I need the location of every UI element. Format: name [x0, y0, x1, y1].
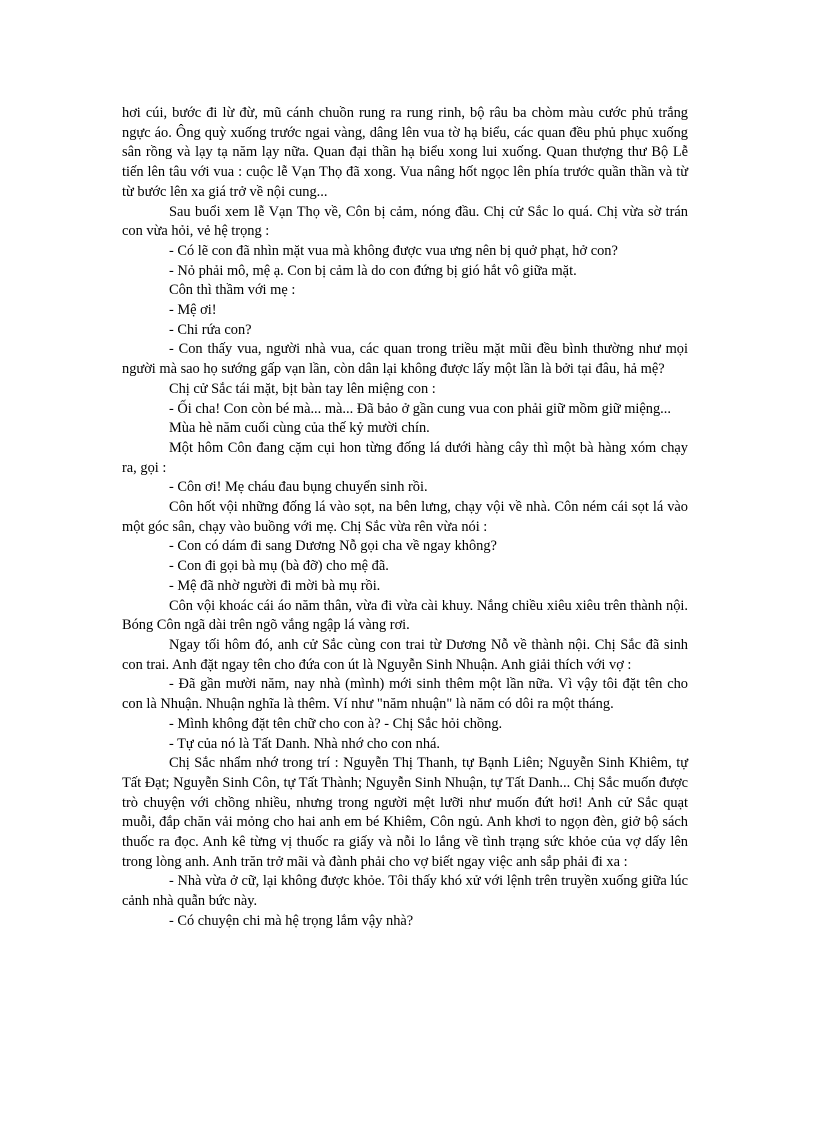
- paragraph-7: - Chi rứa con?: [169, 321, 252, 338]
- paragraph-8: - Con thấy vua, người nhà vua, các quan trong triều mặt mũi đều bình thường như mọi người mà sao họ sướng gấp vạn lần, còn dân lại không được lấy một lần là bởi tại đâu, hả mệ?: [122, 341, 688, 378]
- paragraph-1: hơi cúi, bước đi lừ đừ, mũ cánh chuồn rung ra rung rinh, bộ râu ba chòm màu cước phủ trắng ngực áo. Ông quỳ xuống trước ngai vàng, dâng lên vua tờ hạ biểu, các quan đều phủ phục xuống sân rồng và lạy tạ năm lạy nữa. Quan đại thần hạ biểu xong lui xuống. Quan thượng thư Bộ Lễ tiến lên tâu với vua : cuộc lễ Vạn Thọ đã xong. Vua nâng hốt ngọc lên phía trước quần thần và từ từ bước lên xa giá trở về nội cung...: [122, 105, 688, 200]
- paragraph-3: - Có lẽ con đã nhìn mặt vua mà không được vua ưng nên bị quở phạt, hở con?: [169, 242, 618, 259]
- paragraph-5: Côn thì thầm với mẹ :: [169, 282, 296, 299]
- paragraph-22: - Tự của nó là Tất Danh. Nhà nhớ cho con nhá.: [169, 735, 441, 752]
- paragraph-6: - Mệ ơi!: [169, 302, 217, 319]
- paragraph-11: Mùa hè năm cuối cùng của thế kỷ mười chín.: [169, 420, 430, 437]
- paragraph-4: - Nỏ phải mô, mệ ạ. Con bị cảm là do con đứng bị gió hắt vô giữa mặt.: [169, 262, 577, 279]
- paragraph-23: Chị Sắc nhẩm nhớ trong trí : Nguyễn Thị Thanh, tự Bạnh Liên; Nguyễn Sinh Khiêm, tự Tất Đạt; Nguyễn Sinh Côn, tự Tất Thành; Nguyễn Sinh Nhuận, tự Tất Danh... Chị Sắc muốn được trò chuyện với chồng nhiều, nhưng trong người mệt lưỡi như muốn đứt hơi! Anh cử Sắc quạt muỗi, đắp chăn vải mỏng cho hai anh em bé Khiêm, Côn ngủ. Anh khơi to ngọn đèn, giở bộ sách thuốc ra đọc. Anh kê từng vị thuốc ra giấy và nỗi lo lắng về tình trạng sức khỏe của vợ dấy lên trong lòng anh. Anh trăn trở mãi và đành phải cho vợ biết ngay việc anh sắp phải đi xa :: [122, 755, 688, 870]
- paragraph-21: - Mình không đặt tên chữ cho con à? - Chị Sắc hỏi chồng.: [169, 715, 503, 732]
- paragraph-15: - Con có dám đi sang Dương Nỗ gọi cha về ngay không?: [169, 538, 497, 555]
- paragraph-25: - Có chuyện chi mà hệ trọng lắm vậy nhà?: [169, 912, 414, 929]
- paragraph-17: - Mệ đã nhờ người đi mời bà mụ rồi.: [169, 577, 381, 594]
- paragraph-10: - Ối cha! Con còn bé mà... mà... Đã bảo ở gần cung vua con phải giữ mồm giữ miệng...: [169, 400, 671, 417]
- paragraph-20: - Đã gần mười năm, nay nhà (mình) mới sinh thêm một lần nữa. Vì vậy tôi đặt tên cho con là Nhuận. Nhuận nghĩa là thêm. Ví như "năm nhuận" là năm có dôi ra một tháng.: [122, 676, 688, 713]
- paragraph-14: Côn hốt vội những đống lá vào sọt, na bên lưng, chạy vội về nhà. Côn ném cái sọt lá vào một góc sân, chạy vào buồng với mẹ. Chị Sắc vừa rên vừa nói :: [122, 499, 688, 535]
- paragraph-9: Chị cử Sắc tái mặt, bịt bàn tay lên miệng con :: [169, 380, 436, 397]
- paragraph-18: Côn vội khoác cái áo năm thân, vừa đi vừa cài khuy. Nắng chiều xiêu xiêu trên thành nội. Bóng Côn ngã dài trên ngõ vắng ngập lá vàng rơi.: [122, 597, 688, 634]
- paragraph-12: Một hôm Côn đang cặm cụi hon từng đống lá dưới hàng cây thì một bà hàng xóm chạy ra, gọi :: [122, 439, 688, 476]
- paragraph-16: - Con đi gọi bà mụ (bà đỡ) cho mệ đã.: [169, 558, 389, 575]
- document-page: [122, 104, 688, 932]
- paragraph-13: - Côn ơi! Mẹ cháu đau bụng chuyển sinh rồi.: [169, 479, 428, 496]
- paragraph-24: - Nhà vừa ở cữ, lại không được khỏe. Tôi thấy khó xử với lệnh trên truyền xuống giữa lúc cảnh nhà quẫn bức này.: [122, 873, 688, 910]
- paragraph-2: Sau buổi xem lễ Vạn Thọ về, Côn bị cảm, nóng đầu. Chị cử Sắc lo quá. Chị vừa sờ trán con vừa hỏi, vẻ hệ trọng :: [122, 203, 688, 240]
- paragraph-19: Ngay tối hôm đó, anh cử Sắc cùng con trai từ Dương Nỗ về thành nội. Chị Sắc đã sinh con trai. Anh đặt ngay tên cho đứa con út là Nguyễn Sinh Nhuận. Anh giải thích với vợ :: [122, 636, 688, 673]
